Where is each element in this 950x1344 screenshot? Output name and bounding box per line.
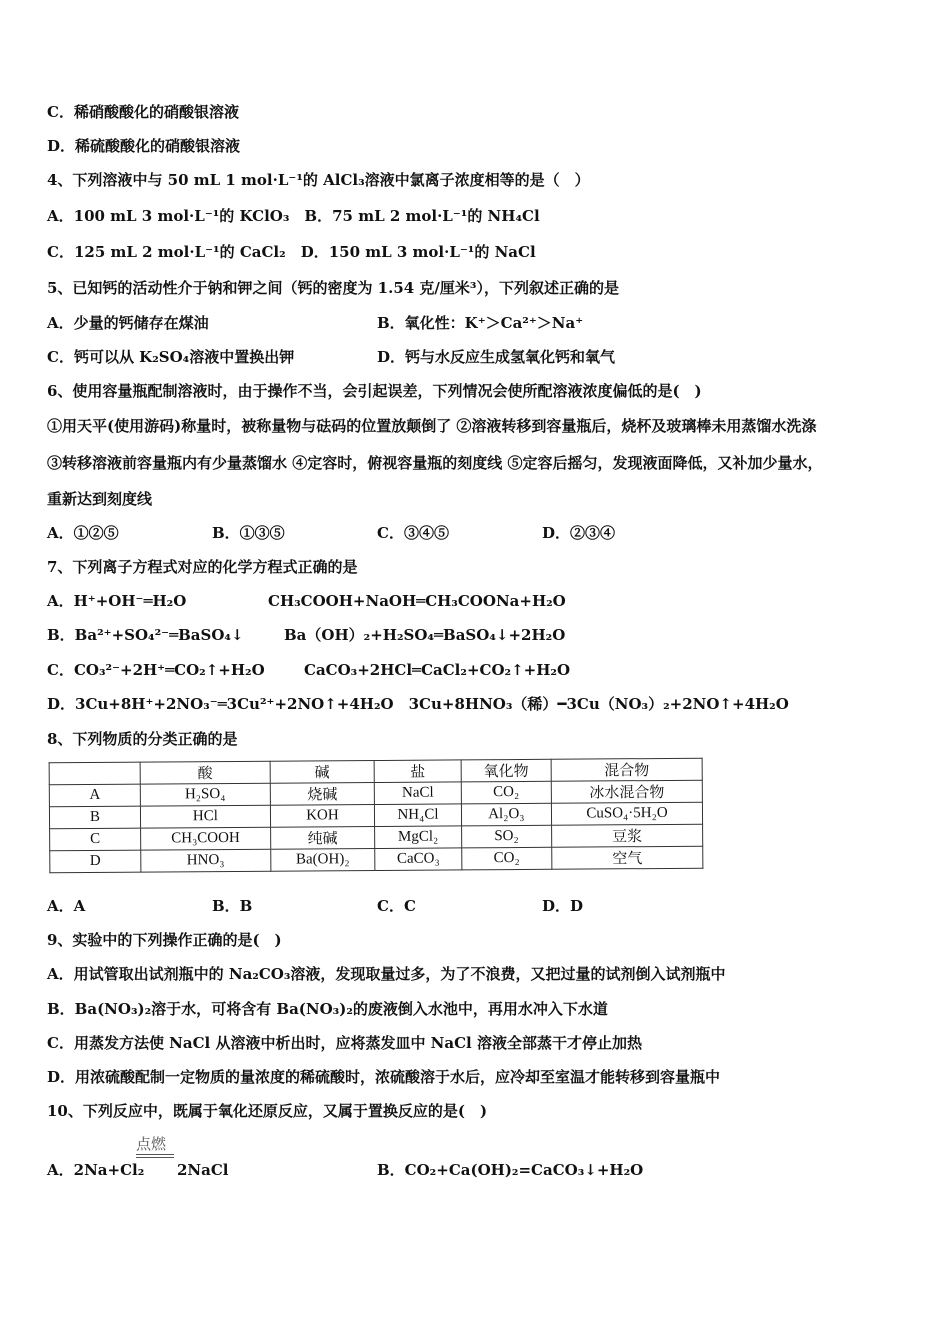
question-8: 8、下列物质的分类正确的是 (47, 730, 238, 748)
question-4: 4、下列溶液中与 50 mL 1 mol·L⁻¹的 AlCl₃溶液中氯离子浓度相等的是（ ） (47, 171, 590, 189)
option-d-line: D．稀硫酸酸化的硝酸银溶液 (47, 137, 241, 155)
table-header-cell: 盐 (374, 760, 461, 783)
table-cell: CO₂ (461, 847, 551, 870)
question-6-text-2: ③转移溶液前容量瓶内有少量蒸馏水 ④定容时，俯视容量瓶的刻度线 ⑤定容后摇匀，发现液面降低，又补加少量水， (47, 454, 823, 472)
table-cell: 豆浆 (552, 824, 703, 847)
question-5-option-b: B．氧化性：K⁺＞Ca²⁺＞Na⁺ (377, 314, 584, 332)
table-header-cell: 混合物 (551, 758, 702, 781)
question-10-option-a-left: A．2Na+Cl₂ (47, 1161, 145, 1179)
question-10-option-b: B．CO₂+Ca(OH)₂=CaCO₃↓+H₂O (377, 1161, 644, 1179)
question-7-option-a-ionic: A．H⁺+OH⁻═H₂O (47, 592, 187, 610)
table-cell: 冰水混合物 (551, 780, 702, 803)
reaction-arrow-line (136, 1154, 174, 1155)
option-c-line: C．稀硝酸酸化的硝酸银溶液 (47, 103, 239, 121)
question-5-option-a: A．少量的钙储存在煤油 (47, 314, 209, 332)
table-cell: Ba(OH)₂ (270, 849, 375, 872)
table-cell: B (49, 806, 140, 829)
question-8-option-d: D．D (542, 897, 584, 915)
question-8-option-c: C．C (377, 897, 416, 915)
question-9-option-c: C．用蒸发方法使 NaCl 从溶液中析出时，应将蒸发皿中 NaCl 溶液全部蒸干才停止加热 (47, 1034, 642, 1052)
table-cell: CH₃COOH (141, 827, 271, 850)
table-cell: HCl (140, 805, 270, 828)
question-7-option-b-ionic: B．Ba²⁺+SO₄²⁻═BaSO₄↓ (47, 626, 244, 644)
table-cell: MgCl₂ (375, 826, 462, 849)
table-cell: 烧碱 (270, 783, 375, 806)
question-7-option-d: D．3Cu+8H⁺+2NO₃⁻═3Cu²⁺+2NO↑+4H₂O 3Cu+8HNO₃（稀）━3Cu（NO₃）₂+2NO↑+4H₂O (47, 695, 789, 713)
table-cell: D (50, 850, 141, 873)
table-cell: Al₂O₃ (461, 803, 551, 826)
table-cell: 空气 (552, 846, 703, 869)
reaction-condition-label: 点燃 (136, 1135, 167, 1153)
table-header-cell: 酸 (140, 761, 270, 784)
question-6-text-3: 重新达到刻度线 (47, 490, 153, 508)
table-row (50, 846, 703, 873)
table-cell: H₂SO₄ (140, 783, 270, 806)
reaction-arrow-line (136, 1157, 174, 1158)
table-header-cell: 碱 (270, 761, 375, 784)
question-10: 10、下列反应中，既属于氧化还原反应，又属于置换反应的是( ) (47, 1102, 488, 1120)
table-header-cell: 氧化物 (461, 759, 551, 782)
question-4-options-ab: A．100 mL 3 mol·L⁻¹的 KClO₃ B．75 mL 2 mol·L⁻¹的 NH₄Cl (47, 207, 540, 225)
table-cell: KOH (270, 805, 375, 828)
question-4-options-cd: C．125 mL 2 mol·L⁻¹的 CaCl₂ D．150 mL 3 mol·L⁻¹的 NaCl (47, 243, 536, 261)
table-cell: SO₂ (461, 825, 551, 848)
question-7: 7、下列离子方程式对应的化学方程式正确的是 (47, 558, 358, 576)
table-cell: 纯碱 (270, 827, 375, 850)
table-cell: NH₄Cl (375, 804, 462, 827)
question-9-option-d: D．用浓硫酸配制一定物质的量浓度的稀硫酸时，浓硫酸溶于水后，应冷却至室温才能转移到容量瓶中 (47, 1068, 721, 1086)
question-5-option-d: D．钙与水反应生成氢氧化钙和氧气 (377, 348, 616, 366)
classification-table (49, 758, 704, 874)
question-7-option-c-chemical: CaCO₃+2HCl═CaCl₂+CO₂↑+H₂O (304, 661, 571, 679)
question-7-option-b-chemical: Ba（OH）₂+H₂SO₄═BaSO₄↓+2H₂O (284, 626, 566, 644)
question-10-option-a-right: 2NaCl (177, 1161, 229, 1179)
table-cell: HNO₃ (141, 849, 271, 872)
question-6-option-b: B．①③⑤ (212, 524, 285, 542)
question-9-option-a: A．用试管取出试剂瓶中的 Na₂CO₃溶液，发现取量过多，为了不浪费，又把过量的试剂倒入试剂瓶中 (47, 965, 726, 983)
question-8-option-b: B．B (212, 897, 253, 915)
question-6-text-1: ①用天平(使用游码)称量时，被称量物与砝码的位置放颠倒了 ②溶液转移到容量瓶后，烧杯及玻璃棒未用蒸馏水洗涤 (47, 417, 817, 435)
table-cell: A (49, 784, 140, 807)
question-7-option-a-chemical: CH₃COOH+NaOH═CH₃COONa+H₂O (268, 592, 566, 610)
question-9-option-b: B．Ba(NO₃)₂溶于水，可将含有 Ba(NO₃)₂的废液倒入水池中，再用水冲入下水道 (47, 1000, 608, 1018)
question-8-option-a: A．A (47, 897, 86, 915)
table-cell: CO₂ (461, 781, 551, 804)
question-6-option-a: A．①②⑤ (47, 524, 119, 542)
question-6: 6、使用容量瓶配制溶液时，由于操作不当，会引起误差，下列情况会使所配溶液浓度偏低的是( ) (47, 382, 702, 400)
table-cell: CaCO₃ (375, 848, 462, 871)
question-6-option-d: D．②③④ (542, 524, 616, 542)
question-9: 9、实验中的下列操作正确的是( ) (47, 931, 282, 949)
question-6-option-c: C．③④⑤ (377, 524, 449, 542)
question-7-option-c-ionic: C．CO₃²⁻+2H⁺═CO₂↑+H₂O (47, 661, 265, 679)
table-cell: C (50, 828, 141, 851)
question-5-option-c: C．钙可以从 K₂SO₄溶液中置换出钾 (47, 348, 295, 366)
table-cell: CuSO₄·5H₂O (551, 802, 702, 825)
question-5: 5、已知钙的活动性介于钠和钾之间（钙的密度为 1.54 克/厘米³），下列叙述正确的是 (47, 279, 619, 297)
table-header-cell (49, 762, 140, 785)
table-cell: NaCl (375, 782, 462, 805)
